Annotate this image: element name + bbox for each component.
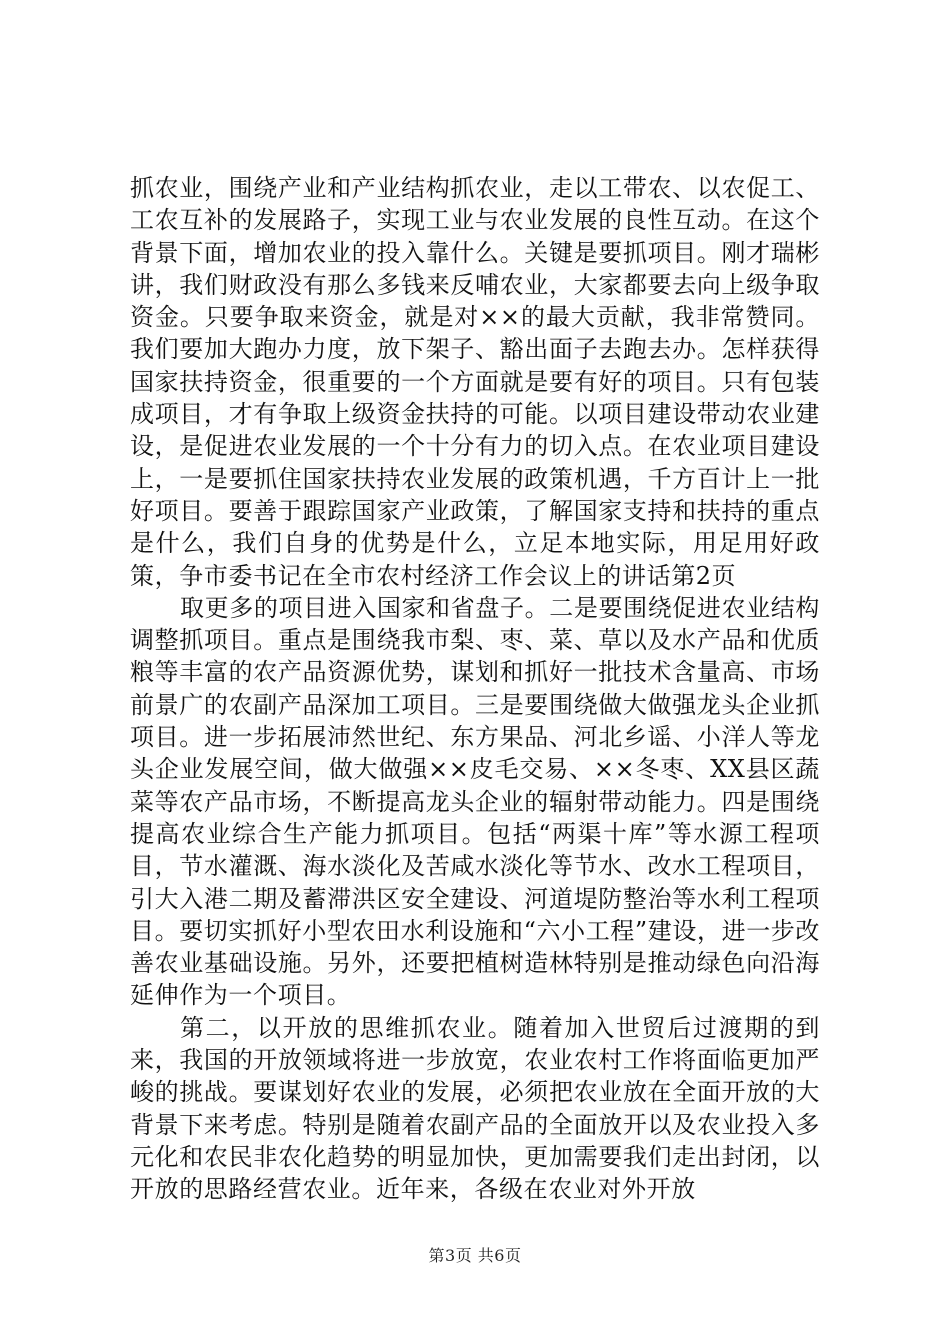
paragraph-continuation: 抓农业，围绕产业和产业结构抓农业，走以工带农、以农促工、工农互补的发展路子，实现工业与农业发展的良性互动。在这个背景下面，增加农业的投入靠什么。关键是要抓项目。刚才瑞彬讲，我们财政没有那么多钱来反哺农业，大家都要去向上级争取资金。只要争取来资金，就是对××的最大贡献，我非常赞同。我们要加大跑办力度，放下架子、豁出面子去跑去办。怎样获得国家扶持资金，很重要的一个方面就是要有好的项目。只有包装成项目，才有争取上级资金扶持的可能。以项目建设带动农业建设，是促进农业发展的一个十分有力的切入点。在农业项目建设上，一是要抓住国家扶持农业发展的政策机遇，千方百计上一批好项目。要善于跟踪国家产业政策，了解国家支持和扶持的重点是什么，我们自身的优势是什么，立足本地实际，用足用好政策，争市委书记在全市农村经济工作会议上的讲话第2页	[130, 174, 820, 590]
paragraph-projects: 取更多的项目进入国家和省盘子。二是要围绕促进农业结构调整抓项目。重点是围绕我市梨、枣、菜、草以及水产品和优质粮等丰富的农产品资源优势，谋划和抓好一批技术含量高、市场前景广的农副产品深加工项目。三是要围绕做大做强龙头企业抓项目。进一步拓展沛然世纪、东方果品、河北乡谣、小洋人等龙头企业发展空间，做大做强××皮毛交易、××冬枣、XX县区蔬菜等农产品市场，不断提高龙头企业的辐射带动能力。四是围绕提高农业综合生产能力抓项目。包括“两渠十库”等水源工程项目，节水灌溉、海水淡化及苦咸水淡化等节水、改水工程项目，引大入港二期及蓄滞洪区安全建设、河道堤防整治等水利工程项目。要切实抓好小型农田水利设施和“六小工程”建设，进一步改善农业基础设施。另外，还要把植树造林特别是推动绿色向沿海延伸作为一个项目。	[130, 593, 820, 1010]
page-footer: 第3页 共6页	[428, 1246, 522, 1265]
paragraph-open-thinking: 第二，以开放的思维抓农业。随着加入世贸后过渡期的到来，我国的开放领域将进一步放宽，农业农村工作将面临更加严峻的挑战。要谋划好农业的发展，必须把农业放在全面开放的大背景下来考虑。特别是随着农副产品的全面放开以及农业投入多元化和农民非农化趋势的明显加快，更加需要我们走出封闭，以开放的思路经营农业。近年来，各级在农业对外开放	[130, 1013, 820, 1204]
document-body	[130, 172, 820, 1206]
